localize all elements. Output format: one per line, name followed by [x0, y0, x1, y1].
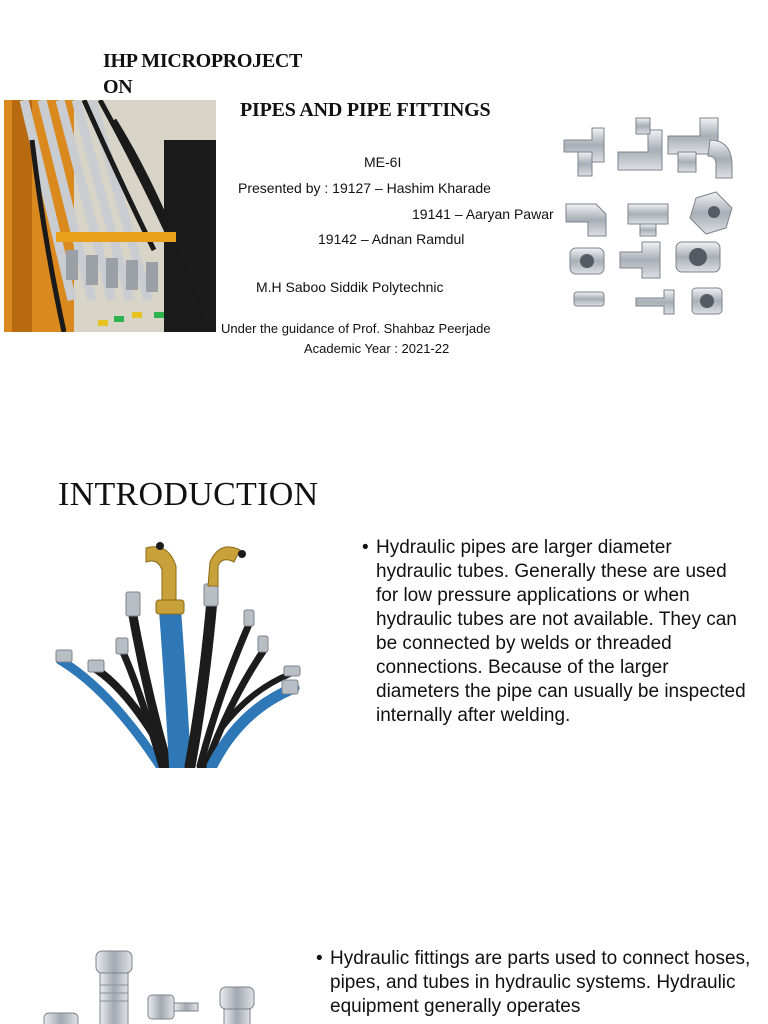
fittings-slide: [0, 935, 768, 1024]
bullet-marker: •: [362, 537, 369, 558]
fittings-bullet: [316, 947, 756, 1019]
title-slide: [0, 0, 768, 400]
introduction-bullet: [362, 536, 752, 728]
project-title-line2: ON: [103, 76, 133, 98]
hydraulic-fittings-image: [30, 945, 270, 1024]
member-2: 19141 – Aaryan Pawar: [412, 206, 554, 222]
member-3: 19142 – Adnan Ramdul: [318, 231, 465, 247]
bullet-marker: •: [316, 948, 323, 969]
project-title-line1: IHP MICROPROJECT: [103, 50, 303, 72]
pipe-fittings-image: [560, 112, 746, 332]
presented-by: Presented by : 19127 – Hashim Kharade: [238, 180, 491, 196]
hydraulic-lines-image: [4, 100, 216, 332]
institute-name: M.H Saboo Siddik Polytechnic: [256, 279, 444, 295]
introduction-bullet-text: Hydraulic pipes are larger diameter hydraulic tubes. Generally these are used for low pressure applications or when hydraulic tubes are not available. They can be connected by welds or threaded connections. Because of the larger diameters the pipe can usually be inspected internally after welding.: [376, 537, 746, 726]
course-code: ME-6I: [364, 154, 402, 170]
project-title: [103, 48, 302, 100]
guidance-line: Under the guidance of Prof. Shahbaz Peerjade: [221, 321, 491, 336]
topic-title: PIPES AND PIPE FITTINGS: [240, 99, 491, 121]
introduction-heading: INTRODUCTION: [58, 476, 319, 513]
introduction-slide: [0, 456, 768, 886]
fittings-bullet-text: Hydraulic fittings are parts used to connect hoses, pipes, and tubes in hydraulic systems. Hydraulic equipment generally operates: [330, 948, 751, 1017]
hydraulic-hoses-image: [50, 540, 318, 768]
academic-year: Academic Year : 2021-22: [304, 341, 450, 356]
